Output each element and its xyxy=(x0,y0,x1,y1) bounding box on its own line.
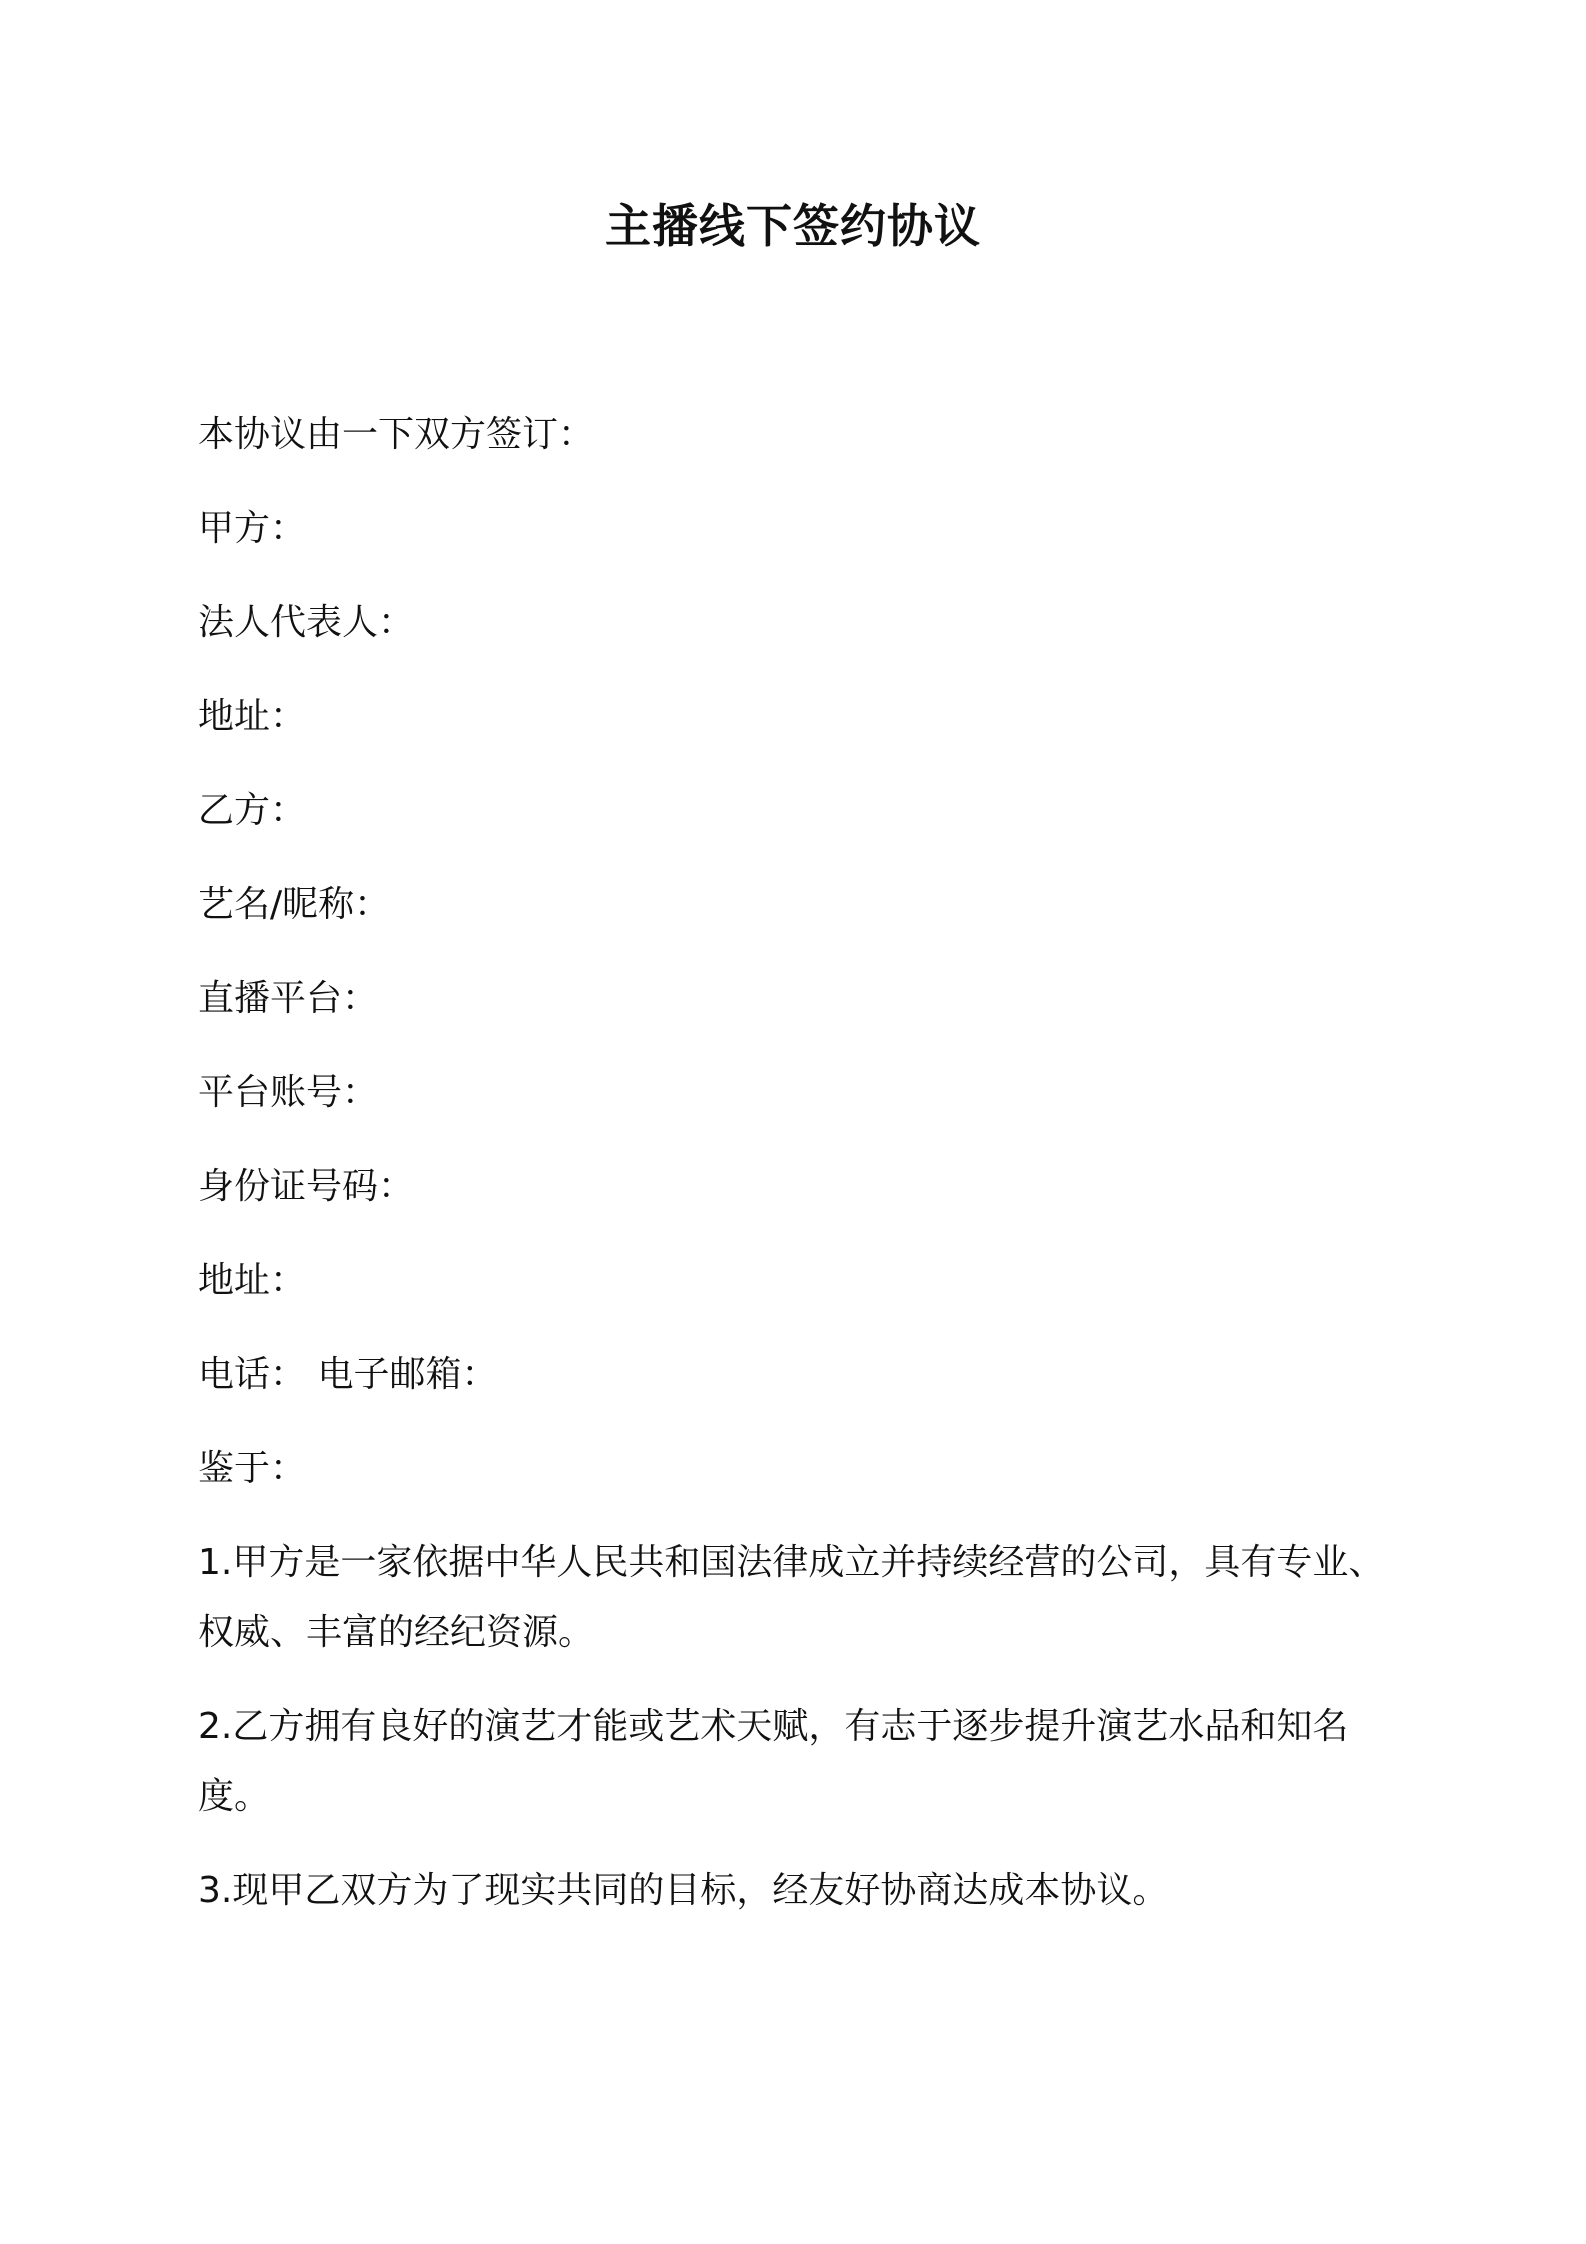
id-number-label: 身份证号码： xyxy=(198,1166,415,1207)
whereas-label: 鉴于： xyxy=(198,1448,307,1489)
live-platform-label: 直播平台： xyxy=(198,978,379,1019)
document-title: 主播线下签约协议 xyxy=(605,199,981,253)
party-b-label: 乙方： xyxy=(198,790,307,831)
phone-email-label: 电话： 电子邮箱： xyxy=(198,1354,498,1395)
legal-representative-label: 法人代表人： xyxy=(198,602,415,643)
intro-line: 本协议由一下双方签订： xyxy=(198,414,595,455)
clause-2: 2.乙方拥有良好的演艺才能或艺术天赋，有志于逐步提升演艺水品和知名度。 xyxy=(198,1706,1349,1817)
document-body xyxy=(198,400,1418,1950)
platform-account-label: 平台账号： xyxy=(198,1072,379,1113)
clause-1: 1.甲方是一家依据中华人民共和国法律成立并持续经营的公司，具有专业、权威、丰富的经纪资源。 xyxy=(198,1542,1385,1653)
party-a-label: 甲方： xyxy=(198,508,307,549)
clause-3: 3.现甲乙双方为了现实共同的目标，经友好协商达成本协议。 xyxy=(198,1870,1169,1911)
stage-name-label: 艺名/昵称： xyxy=(198,884,391,925)
party-b-address-label: 地址： xyxy=(198,1260,307,1301)
party-a-address-label: 地址： xyxy=(198,696,307,737)
